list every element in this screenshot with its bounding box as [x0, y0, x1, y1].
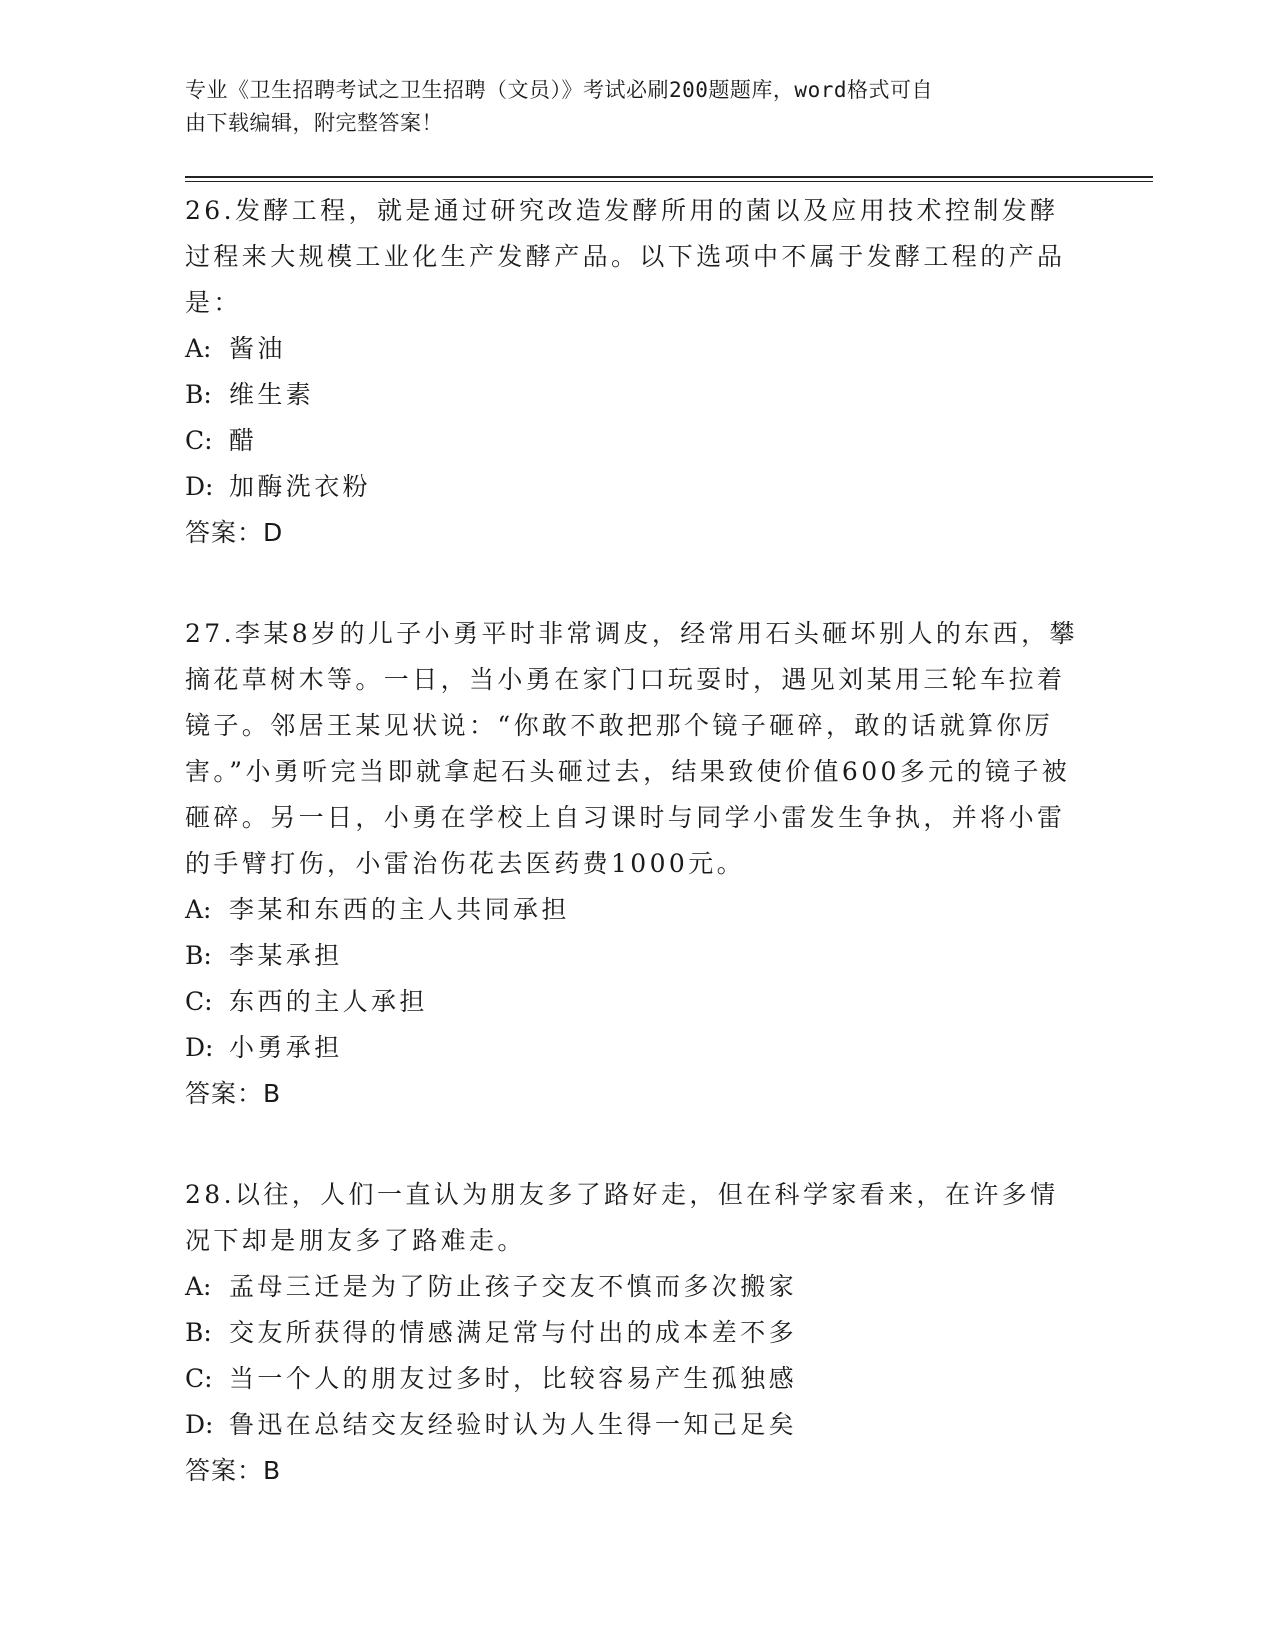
option-a — [185, 1264, 1085, 1310]
header-title-line-2: 由下载编辑，附完整答案！ — [185, 111, 443, 135]
option-letter: A: — [185, 895, 212, 924]
question-27 — [185, 611, 1085, 1117]
option-letter: C: — [185, 987, 213, 1016]
option-b — [185, 1310, 1085, 1356]
answer-label: 答案：B — [185, 1456, 282, 1485]
option-text: 鲁迅在总结交友经验时认为人生得一知己足矣 — [229, 1410, 798, 1439]
question-stem: 27.李某8岁的儿子小勇平时非常调皮，经常用石头砸坏别人的东西，攀摘花草树木等。一日，当小勇在家门口玩耍时，遇见刘某用三轮车拉着镜子。邻居王某见状说：“你敢不敢把那个镜子砸碎，敢的话就算你厉害。”小勇听完当即就拿起石头砸过去，结果致使价值600多元的镜子被砸碎。另一日，小勇在学校上自习课时与同学小雷发生争执，并将小雷的手臂打伤，小雷治伤花去医药费1000元。 — [185, 619, 1078, 878]
option-a — [185, 326, 1085, 372]
header-divider — [185, 176, 1153, 182]
option-letter: B: — [185, 941, 212, 970]
option-text: 加酶洗衣粉 — [229, 472, 372, 501]
option-a — [185, 887, 1085, 933]
option-b — [185, 372, 1085, 418]
question-26 — [185, 188, 1085, 556]
option-text: 孟母三迁是为了防止孩子交友不慎而多次搬家 — [229, 1272, 798, 1301]
option-letter: D: — [185, 472, 214, 501]
option-text: 李某和东西的主人共同承担 — [229, 895, 570, 924]
document-header — [185, 74, 1065, 140]
question-28 — [185, 1172, 1085, 1494]
option-d — [185, 1025, 1085, 1071]
option-letter: C: — [185, 426, 213, 455]
option-letter: A: — [185, 1272, 212, 1301]
question-stem: 28.以往，人们一直认为朋友多了路好走，但在科学家看来，在许多情况下却是朋友多了路难走。 — [185, 1180, 1059, 1255]
option-c — [185, 1356, 1085, 1402]
option-letter: B: — [185, 1318, 212, 1347]
option-d — [185, 1402, 1085, 1448]
answer-label: 答案：B — [185, 1079, 282, 1108]
question-list — [185, 188, 1085, 1549]
header-title-line-1: 专业《卫生招聘考试之卫生招聘（文员）》考试必刷200题题库，word格式可自 — [185, 78, 933, 102]
option-c — [185, 418, 1085, 464]
option-letter: B: — [185, 380, 212, 409]
option-letter: A: — [185, 334, 212, 363]
option-text: 当一个人的朋友过多时，比较容易产生孤独感 — [229, 1364, 798, 1393]
option-text: 维生素 — [229, 380, 315, 409]
option-text: 交友所获得的情感满足常与付出的成本差不多 — [229, 1318, 798, 1347]
option-text: 小勇承担 — [229, 1033, 343, 1062]
option-text: 酱油 — [229, 334, 286, 363]
option-letter: D: — [185, 1410, 214, 1439]
option-text: 醋 — [229, 426, 258, 455]
option-b — [185, 933, 1085, 979]
option-d — [185, 464, 1085, 510]
question-stem: 26.发酵工程，就是通过研究改造发酵所用的菌以及应用技术控制发酵过程来大规模工业化生产发酵产品。以下选项中不属于发酵工程的产品是： — [185, 196, 1066, 317]
option-c — [185, 979, 1085, 1025]
option-letter: C: — [185, 1364, 213, 1393]
option-text: 李某承担 — [229, 941, 343, 970]
option-text: 东西的主人承担 — [229, 987, 428, 1016]
option-letter: D: — [185, 1033, 214, 1062]
answer-label: 答案：D — [185, 518, 284, 547]
